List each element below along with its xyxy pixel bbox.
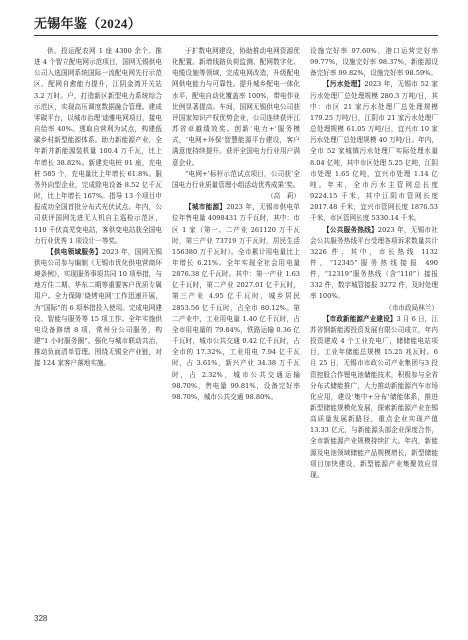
paragraph: “电网+’标杆示范试点项目，公司获‘全国电力行业质量管理小组活动优秀成果’奖。 xyxy=(172,169,300,189)
page-header xyxy=(34,13,438,36)
author-tag: （高 莉） xyxy=(267,192,300,201)
paragraph: 设施完好率 97.60%，港口运营完好率 99.77%，设施完好率 98.37%，新能源设备完好率 99.82%，设施完好率 98.59%。 xyxy=(310,47,438,78)
page-number: 328 xyxy=(34,614,48,623)
section-heading: 【公共服务热线】 xyxy=(323,225,378,234)
section-text: 3 月 6 日，江苏省钢新能源投资发展有限公司成立，年内投资建成 4 个工业充电厂，储储能电站项目，工业年储能总规模 15.25 兆瓦时。6 月 25 日，无锡市市政公司产业集团与3 投资控股合作锂电池储能技术，积极参与全省分布式储能推广，大力推动新能源汽车市场化应用，建设‘集中+分布’储能体系，推进新型储能规模化发展，探索新能源产业在锡高质量发展新路径，重点企业实现产值 13.33 亿元，与新能源头部企业深度合作，全市新能源产业规模持续扩大。年内，新能源及电池领域储能产品规模增长，新型储能项目加快建设，新型能源产业集聚效应显现。 xyxy=(310,314,438,479)
section-text: 2023 年，无锡市 52 家污水处理厂总处理规模 280.3 万吨/日，其中：市区 21 家污水处理厂总处理规模 179.25 万吨/日，江阴市 21 家污水处理厂总处理规模 61.05 万吨/日，宜兴市 10 家污水处理厂总处理规模 40 万吨/日。年内，全市 52 家城镇污水处理厂实际处理水量 8.04 亿吨，其中市区处理 5.25 亿吨，江阴市处理 1.65 亿吨，宜兴市处理 1.14 亿吨。年末，全市污水主管网总长度 9224.15 千米，其中江阴市管网长度 2017.48 千米，宜兴市管网长度 1876.53 千米，市区管网长度 5330.14 千米。 xyxy=(310,80,438,223)
section-entry xyxy=(310,79,438,224)
section-text: 2023 年，国网无锡供电公司参与编制《无锡市优化供电营商环境条例》，实现服务事项共同 10 项举措，与地方住二期、华东二期等重要客户优质专属用户。全力保障‘烧烤电网’工作迅速开展，为“国际”的 6 项举措投入使用。完成电网建设、智能与服务等 15 项工作。全年实施供电设备修缮 8 项，常州分公司服务，构建“1 小时服务圈”。强化与城市联动共治，推动负面清单管理。围绕无锡全产业链，对接 124 家客户落地实施。 xyxy=(34,247,162,368)
yearbook-title: 无锡年鉴（2024） xyxy=(34,16,141,31)
article-body xyxy=(34,46,438,606)
section-text: 2023 年，无锡市供电单位年售电量 4098431 万千瓦时，其中：市区 1 家（第一、二产业 261120 万千瓦时，第三产业 73719 万千瓦时，居民生活 156380 万千瓦时）。全市累计用电量比上年增长 6.21%。全年实现全社会用电量 2876.38 亿千瓦时。其中：第一产业 1.63 亿千瓦时，第二产业 2027.01 亿千瓦时，第三产业 4.95 亿千瓦时，城乡居民 2853.56 亿千瓦时，占全市 80.12%。第二产业中，工业用电量 1.40 亿千瓦时，占全市用电量的 79.84%，铁路运输 0.36 亿千瓦时，城市公共交通 0.42 亿千瓦时，占全市的 17.32%，工业用电 7.94 亿千瓦时，占 3.61%，新兴产业 34.38 万千瓦时，占 2.32%，城市公共交通运输 98.70%，售电量 99.81%，设备完好率 98.70%，城市公共交通 98.80%。 xyxy=(172,203,300,401)
section-entry xyxy=(34,247,162,370)
column-left xyxy=(34,46,162,606)
paragraph: 于扩数电网建设，协助推动电网资源优化配置。新增线路负荷监测、配网数字化、电缆设施等领域，完成电网改造，升级配电网供电能力与可靠性。提升城乡配电一体化水平，配电自动化覆盖率 100%，带电作业比例显著提高。车间，国网无锡供电公司获评国家知识产权优势企业，公司连续获评江苏省卓越绩效奖。创新‘电力+’服务模式，‘电网+环保’智慧能源平台建设，客户满意度持续提升。获评全国电力行业用户满意企业。 xyxy=(172,47,300,167)
section-heading: 【市政新能源产业建设】 xyxy=(323,314,397,323)
section-entry xyxy=(310,225,438,303)
section-entry xyxy=(310,314,438,481)
section-text: 2023 年，无锡市社会公共服务热线平台受理各项诉求数量共计 3226 件，其中，市长热线 1132 件，“12345”服务热线接报 490 件，“12319”服务热线（含“110”）接报 332 件，数字城管接报 3272 件，及时处理率 100%。 xyxy=(310,225,438,301)
section-heading: 【污水处理】 xyxy=(323,80,365,89)
section-entry xyxy=(172,202,300,403)
author-tag: （市市政局林兰） xyxy=(385,303,438,312)
paragraph: 供、投运配农网 1 座 4300 余个。推进 4 个智立配电网示范项目，国网无锡供电公司入选国网系统国际一流配电网先行示范区。配网自愈能力提升，江阴金湾开关站 3.2 万时。户，打造新区新型电力系统综合示范区，实现高压调度数据融合管理。建成零碳平台，以城市治理‘迪雅电网项目，接电自给率 40%。透取自营利为试点，构建低碳乡村新型能源体系。助力新能源产业，全年新并新能源装机量 100.4 万千瓦，比上年增长 38.82%。新建充电桩 91 座，充电桩 585 个，充电量比上年增长 61.8%。服务外向型企业，完成除电设备 8.52 亿千瓦时，比上年增长 167%。指导 13 个项目申报成功全国首批分布式光伏试点。年内，公司获评国网先进无人机自主巡检示范区，110 千伏高芜变电站，客供变电站获全国电力行业优秀 1 项设计一等奖。 xyxy=(34,47,162,245)
section-heading: 【城市能源】 xyxy=(185,203,227,212)
section-heading: 【供电领域服务】 xyxy=(47,247,102,256)
column-right xyxy=(310,46,438,606)
column-middle xyxy=(172,46,300,606)
